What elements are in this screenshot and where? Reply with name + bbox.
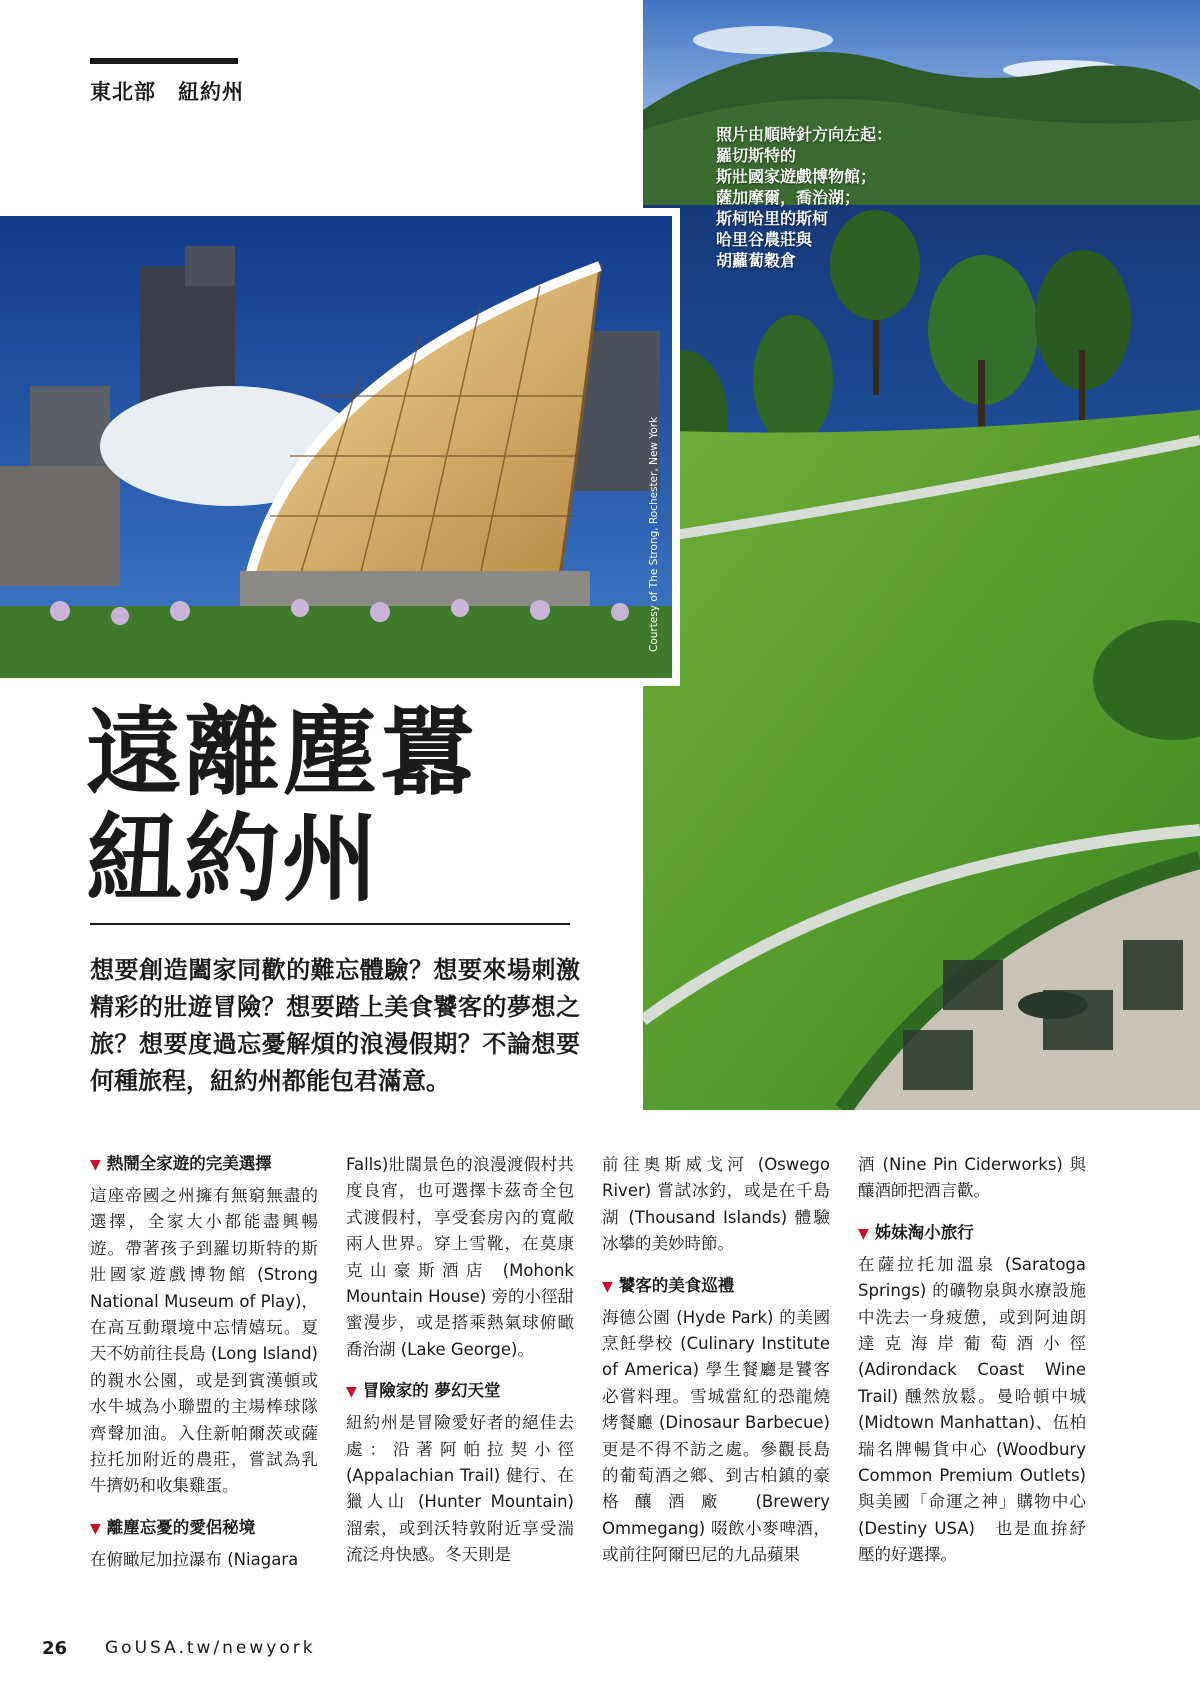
subheading-text: 饕客的美食巡禮 <box>618 1275 735 1295</box>
header-rule <box>90 58 238 64</box>
body-paragraph: 在薩拉托加溫泉 (Saratoga Springs) 的礦物泉與水療設施中洗去一身疲憊，或到阿迪朗達克海岸葡萄酒小徑 (Adirondack Coast Wine Trail) 醺然放鬆。曼哈頓中城 (Midtown Manhattan)、伍柏瑞名牌暢貨中心 (Woodbury Common Premium Outlets) 與美國「命運之神」購物中心 (Destiny USA) 也是血拚紓壓的好選擇。 <box>858 1254 1086 1565</box>
column-4 <box>858 1152 1086 1569</box>
intro-paragraph: 想要創造闔家同歡的難忘體驗？想要來場刺激精彩的壯遊冒險？想要踏上美食饕客的夢想之旅？想要度過忘憂解煩的浪漫假期？不論想要何種旅程，紐約州都能包君滿意。 <box>90 956 580 1095</box>
subheading <box>858 1221 1086 1246</box>
museum-photo <box>0 216 672 678</box>
column-2 <box>346 1152 574 1569</box>
column-3 <box>602 1152 830 1569</box>
subheading-text: 離塵忘憂的愛侶秘境 <box>106 1517 256 1537</box>
body-paragraph: 海德公園 (Hyde Park) 的美國烹飪學校 (Culinary Institute of America) 學生餐廳是饕客必嘗料理。雪城當紅的恐龍燒烤餐廳 (Dinosaur Barbecue) 更是不得不訪之處。參觀長島的葡萄酒之鄉、到古柏鎮的豪格釀酒廠 (Brewery Ommegang) 啜飲小麥啤酒，或前往阿爾巴尼的九品蘋果 <box>602 1307 830 1565</box>
triangle-icon: ▼ <box>858 1225 869 1242</box>
photo-caption <box>716 124 892 271</box>
caption-line: 胡蘿蔔穀倉 <box>716 251 797 270</box>
footer-url: GoUSA.tw/newyork <box>105 1638 316 1658</box>
subheading <box>90 1152 318 1177</box>
body-paragraph: 在俯瞰尼加拉瀑布 (Niagara <box>90 1549 299 1569</box>
triangle-icon: ▼ <box>90 1157 101 1173</box>
caption-line: 斯壯國家遊戲博物館； <box>716 167 877 186</box>
column-1 <box>90 1152 318 1573</box>
page-title <box>86 696 478 915</box>
page-number: 26 <box>42 1638 68 1659</box>
body-paragraph: 紐約州是冒險愛好者的絕佳去處：沿著阿帕拉契小徑 (Appalachian Trail) 健行、在獵人山 (Hunter Mountain) 溜索，或到沃特敦附近享受湍流泛舟快感。冬天則是 <box>346 1413 574 1565</box>
triangle-icon: ▼ <box>602 1278 613 1295</box>
subheading-text: 姊妹淘小旅行 <box>874 1222 974 1242</box>
body-paragraph: 酒 (Nine Pin Ciderworks) 與釀酒師把酒言歡。 <box>858 1155 1086 1201</box>
triangle-icon: ▼ <box>90 1520 101 1537</box>
body-paragraph: Falls)壯闊景色的浪漫渡假村共度良宵，也可選擇卡茲奇全包式渡假村，享受套房內的寬敞兩人世界。穿上雪靴，在莫康克山豪斯酒店 (Mohonk Mountain House) 旁的小徑甜蜜漫步，或是搭乘熱氣球俯瞰喬治湖 (Lake George)。 <box>346 1155 575 1359</box>
subheading-text: 熱鬧全家遊的完美選擇 <box>106 1154 272 1173</box>
body-paragraph: 這座帝國之州擁有無窮無盡的選擇，全家大小都能盡興暢遊。帶著孩子到羅切斯特的斯壯國家遊戲博物館 (Strong National Museum of Play)，在高互動環境中忘情嬉玩。夏天不妨前往長島 (Long Island) 的親水公園，或是到賓漢頓或水牛城為小聯盟的主場棒球隊齊聲加油。入住新帕爾茨或薩拉托加附近的農莊，嘗試為乳牛擠奶和收集雞蛋。 <box>90 1186 318 1496</box>
subheading <box>346 1379 574 1404</box>
photo-credit: Courtesy of The Strong, Rochester, New York <box>648 416 660 652</box>
title-line-2: 紐約州 <box>86 802 380 915</box>
triangle-icon: ▼ <box>346 1384 357 1401</box>
caption-line: 斯柯哈里的斯柯 <box>716 209 829 228</box>
subheading-text: 冒險家的 夢幻天堂 <box>362 1381 501 1401</box>
section-label: 東北部 紐約州 <box>90 80 244 104</box>
subheading <box>602 1274 830 1299</box>
caption-line: 薩加摩爾，喬治湖； <box>716 188 861 207</box>
caption-line: 照片由順時針方向左起： <box>716 125 893 144</box>
title-line-1: 遠離塵囂 <box>86 696 478 809</box>
subheading <box>90 1516 318 1541</box>
caption-line: 哈里谷農莊與 <box>716 230 813 249</box>
title-divider <box>90 923 570 925</box>
caption-line: 羅切斯特的 <box>716 146 797 165</box>
body-paragraph: 前往奧斯威戈河 (Oswego River) 嘗試冰釣，或是在千島湖 (Thousand Islands) 體驗冰攀的美妙時節。 <box>602 1155 830 1254</box>
